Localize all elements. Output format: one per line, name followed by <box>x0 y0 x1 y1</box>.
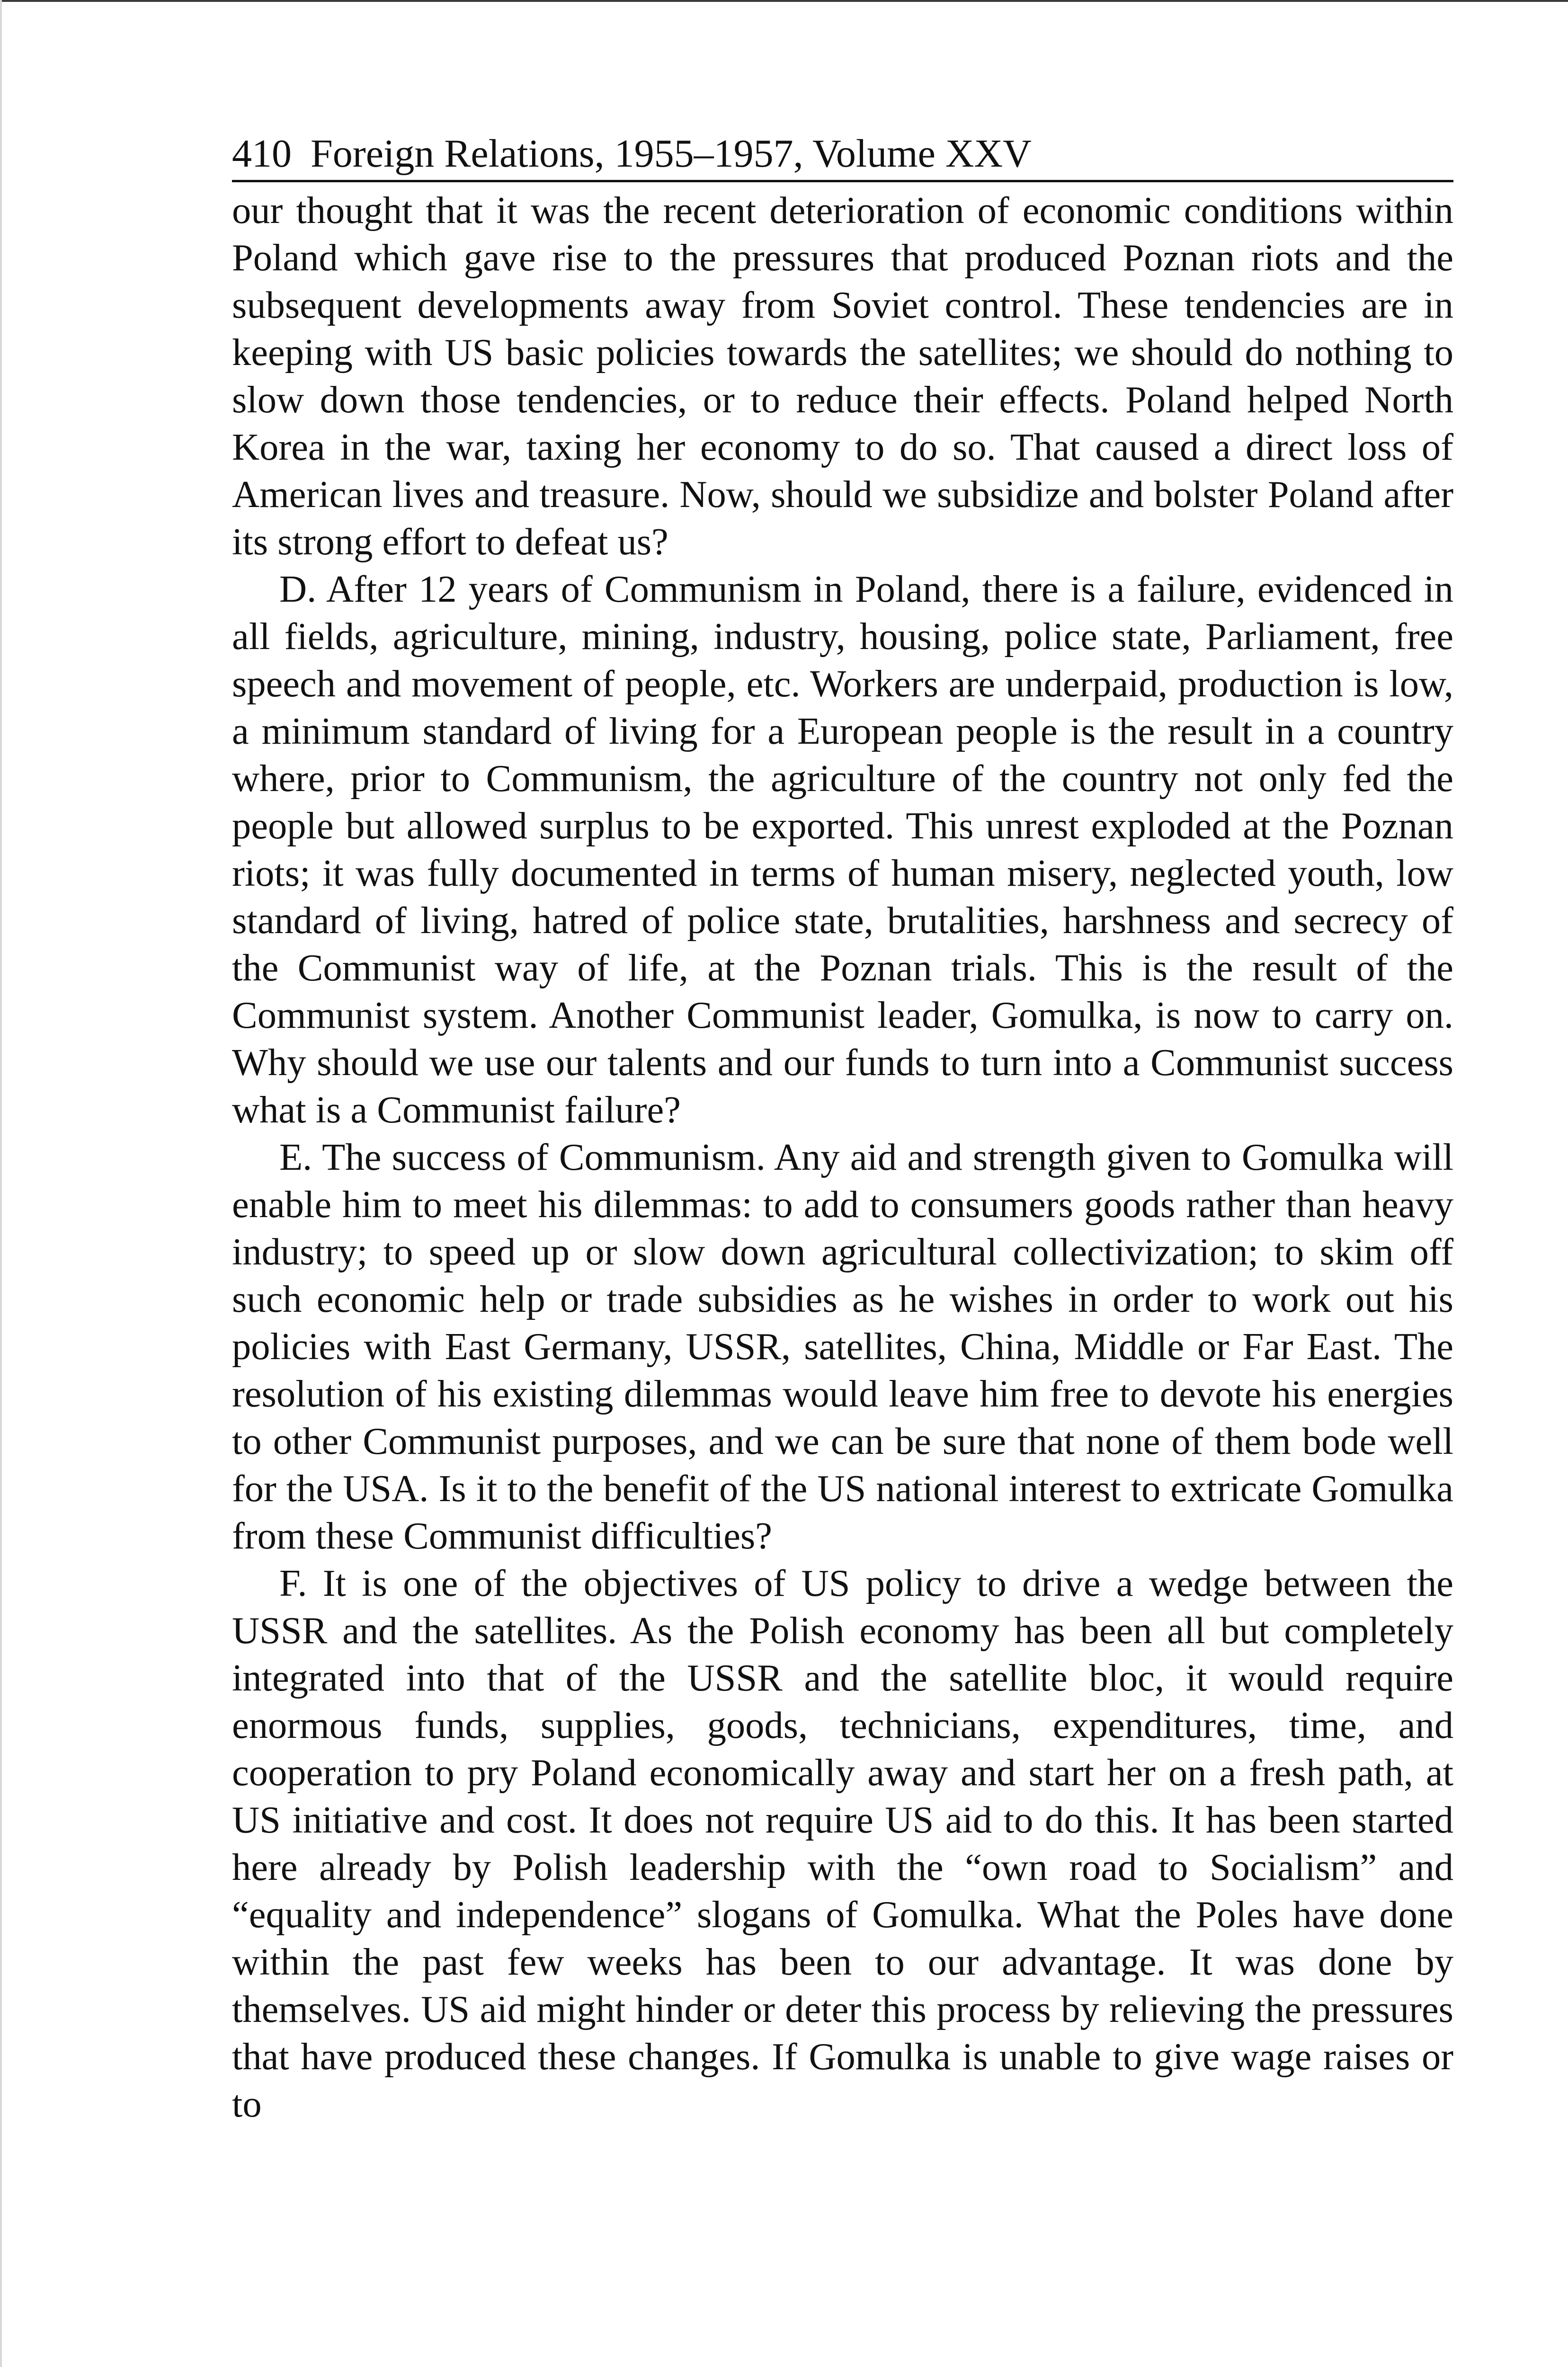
paragraph-f: F. It is one of the objectives of US policy to drive a wedge between the USSR and the satellites. As the Polish economy has been all but completely integrated into that of the USSR and the satellite bloc, it would require enormous funds, supplies, goods, technicians, expenditures, time, and cooperation to pry Poland economically away and start her on a fresh path, at US initiative and cost. It does not require US aid to do this. It has been started here already by Polish leadership with the “own road to Socialism” and “equality and independence” slogans of Gomulka. What the Poles have done within the past few weeks has been to our advantage. It was done by themselves. US aid might hinder or deter this process by relieving the pressures that have produced these changes. If Gomulka is unable to give wage raises or to <box>232 1562 1453 2125</box>
scan-left-edge <box>0 0 2 2367</box>
running-header <box>232 128 1453 182</box>
paragraph-e: E. The success of Communism. Any aid and strength given to Gomulka will enable him to meet his dilemmas: to add to consumers goods rather than heavy industry; to speed up or slow down agricultural collectivization; to skim off such economic help or trade subsidies as he wishes in order to work out his policies with East Germany, USSR, satellites, China, Middle or Far East. The resolution of his existing dilemmas would leave him free to devote his energies to other Communist purposes, and we can be sure that none of them bode well for the USA. Is it to the benefit of the US national interest to extricate Gomulka from these Communist difficulties? <box>232 1136 1453 1557</box>
running-title: Foreign Relations, 1955–1957, Volume XXV <box>311 132 1032 176</box>
paragraph-d: D. After 12 years of Communism in Poland, there is a failure, evidenced in all fields, agriculture, mining, industry, housing, police state, Parliament, free speech and movement of people, etc. Workers are underpaid, production is low, a minimum standard of living for a European people is the result in a country where, prior to Communism, the agriculture of the country not only fed the people but allowed surplus to be exported. This unrest exploded at the Poznan riots; it was fully documented in terms of human misery, neglected youth, low standard of living, hatred of police state, brutalities, harshness and secrecy of the Communist way of life, at the Poznan trials. This is the result of the Communist system. Another Communist leader, Gomulka, is now to carry on. Why should we use our talents and our funds to turn into a Communist success what is a Communist failure? <box>232 568 1453 1131</box>
body-text <box>232 187 1453 2128</box>
paragraph-continuation: our thought that it was the recent deterioration of economic conditions within Poland which gave rise to the pressures that produced Poznan riots and the subsequent developments away from Soviet control. These tendencies are in keeping with US basic policies towards the satellites; we should do nothing to slow down those tendencies, or to reduce their effects. Poland helped North Korea in the war, taxing her economy to do so. That caused a direct loss of American lives and treasure. Now, should we subsidize and bolster Poland after its strong effort to defeat us? <box>232 189 1453 563</box>
page-number: 410 <box>232 132 292 176</box>
document-page <box>232 128 1453 2128</box>
scan-top-edge <box>0 0 1568 2</box>
